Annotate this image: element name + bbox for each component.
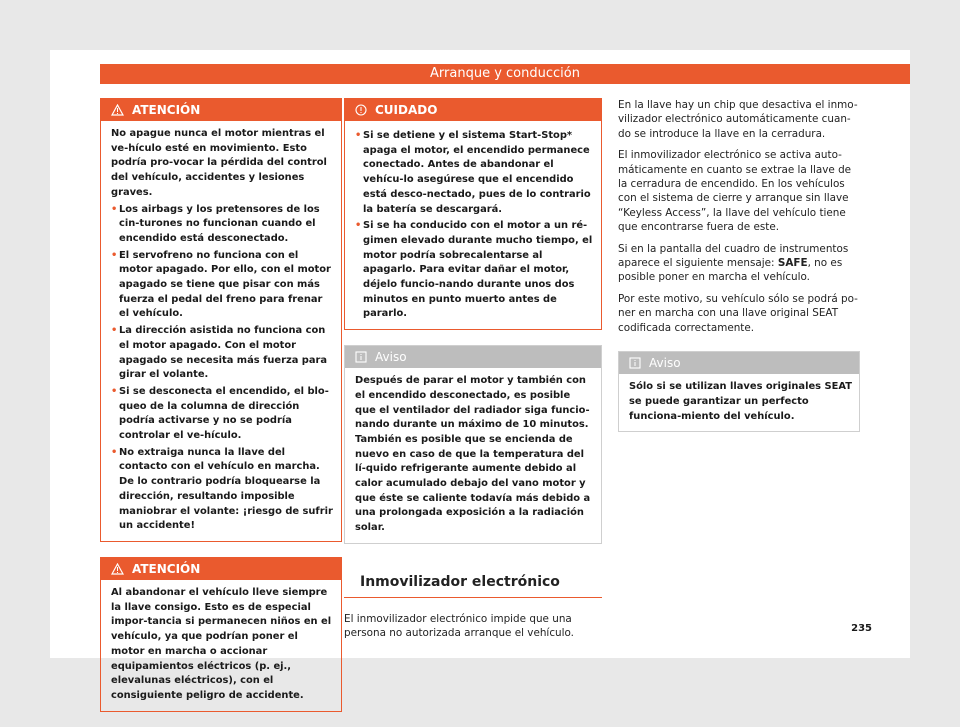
list-item: • Los airbags y los pretensores de los cin-turones no funcionan cuando el encendido está desconectado. bbox=[111, 203, 334, 247]
caution-box-header bbox=[345, 99, 601, 121]
list-item: • Si se detiene y el sistema Start-Stop* apaga el motor, el encendido permanece conectado. Antes de abandonar el vehícu-lo asegúrese que el encendido está desco-nectado, pues de lo contrario la batería se descargará. bbox=[355, 129, 594, 217]
page-number: 235 bbox=[851, 623, 872, 634]
manual-page bbox=[50, 50, 910, 701]
info-square-icon bbox=[355, 351, 367, 363]
warning-body bbox=[101, 580, 341, 711]
warning-triangle-icon bbox=[111, 104, 124, 116]
paragraph: El inmovilizador electrónico se activa auto-máticamente en cuanto se extrae la llave de la cerradura de encendido. En los vehículos con el sistema de cierre y arranque sin llave “Keyless Access”, la llave del vehículo tiene que encontrarse fuera de este. bbox=[618, 149, 852, 234]
paragraph-text: , no es posible poner en marcha el vehículo. bbox=[618, 257, 843, 284]
list-item: • No extraiga nunca la llave del contacto con el vehículo en marcha. De lo contrario podría bloquearse la dirección, resultando imposible maniobrar el volante: ¡riesgo de sufrir un accidente! bbox=[111, 446, 334, 534]
notice-body bbox=[345, 368, 601, 543]
info-circle-icon bbox=[355, 104, 367, 116]
paragraph: Por este motivo, su vehículo sólo se podrá po-ner en marcha con una llave original SEAT codificada correctamente. bbox=[618, 292, 858, 334]
warning-body bbox=[101, 121, 341, 541]
notice-text: Sólo si se utilizan llaves originales SEAT se puede garantizar un perfecto funciona-miento del vehículo. bbox=[629, 381, 852, 422]
warning-title: ATENCIÓN bbox=[132, 103, 201, 117]
list-item: • La dirección asistida no funciona con el motor apagado. Con el motor apagado se necesita más fuerza para girar el volante. bbox=[111, 324, 334, 383]
info-square-icon bbox=[629, 357, 641, 369]
notice-box-keys bbox=[618, 351, 860, 432]
warning-box-header bbox=[101, 558, 341, 580]
safe-message: SAFE bbox=[777, 257, 808, 270]
notice-text: Después de parar el motor y también con el encendido desconectado, es posible que el ventilador del radiador siga funcio-nando durante un máximo de 10 minutos. También es posible que se encienda de nuevo en caso de que la temperatura del lí-quido refrigerante aumente debido al calor acumulado debajo del vano motor y que éste se caliente todavía más debido a una prolongada exposición a la radiación solar. bbox=[355, 375, 591, 534]
warning-box-engine bbox=[100, 98, 342, 542]
column-left bbox=[100, 98, 342, 727]
notice-box-fan bbox=[344, 345, 602, 544]
notice-title: Aviso bbox=[375, 350, 407, 365]
warning-box-key bbox=[100, 557, 342, 712]
caution-body bbox=[345, 121, 601, 329]
warning-triangle-icon bbox=[111, 563, 124, 575]
list-item: • Si se desconecta el encendido, el blo-queo de la columna de dirección podría activarse y no se podría controlar el ve-hículo. bbox=[111, 385, 334, 444]
column-middle bbox=[344, 98, 602, 648]
warning-box-header bbox=[101, 99, 341, 121]
caution-list bbox=[355, 129, 594, 322]
column-right bbox=[618, 98, 860, 447]
warning-title: ATENCIÓN bbox=[132, 561, 201, 576]
paragraph bbox=[618, 242, 860, 285]
warning-intro: No apague nunca el motor mientras el ve-hículo esté en movimiento. Esto podría pro-vocar la pérdida del control del vehículo, accidentes y lesiones graves. bbox=[111, 128, 327, 198]
section-title: Inmovilizador electrónico bbox=[344, 574, 602, 598]
warning-list bbox=[111, 203, 334, 534]
notice-box-header bbox=[345, 346, 601, 368]
paragraph: En la llave hay un chip que desactiva el inmo-vilizador electrónico automáticamente cuan-do se introduce la llave en la cerradura. bbox=[618, 99, 858, 140]
notice-body bbox=[619, 374, 859, 431]
caution-title: CUIDADO bbox=[375, 103, 438, 117]
paragraph-text: Si en la pantalla del cuadro de instrumentos aparece el siguiente mensaje: bbox=[618, 242, 849, 270]
notice-title: Aviso bbox=[649, 356, 681, 371]
warning-text: Al abandonar el vehículo lleve siempre la llave consigo. Esto es de especial impor-tancia si permanecen niños en el vehículo, ya que podrían poner el motor en marcha o accionar equipamientos eléctricos (p. ej., elevalunas eléctricos), con el consiguiente peligro de accidente. bbox=[111, 586, 332, 701]
list-item: • El servofreno no funciona con el motor apagado. Por ello, con el motor apagado se tiene que pisar con más fuerza el pedal del freno para frenar el vehículo. bbox=[111, 249, 334, 323]
chapter-header: Arranque y conducción bbox=[100, 64, 910, 84]
section-intro: El inmovilizador electrónico impide que una persona no autorizada arranque el vehículo. bbox=[344, 612, 574, 640]
caution-box bbox=[344, 98, 602, 330]
notice-box-header bbox=[619, 352, 859, 374]
list-item: • Si se ha conducido con el motor a un ré-gimen elevado durante mucho tiempo, el motor podría sobrecalentarse al apagarlo. Para evitar dañar el motor, déjelo funcio-nando durante unos dos minutos en punto muerto antes de pararlo. bbox=[355, 219, 594, 322]
